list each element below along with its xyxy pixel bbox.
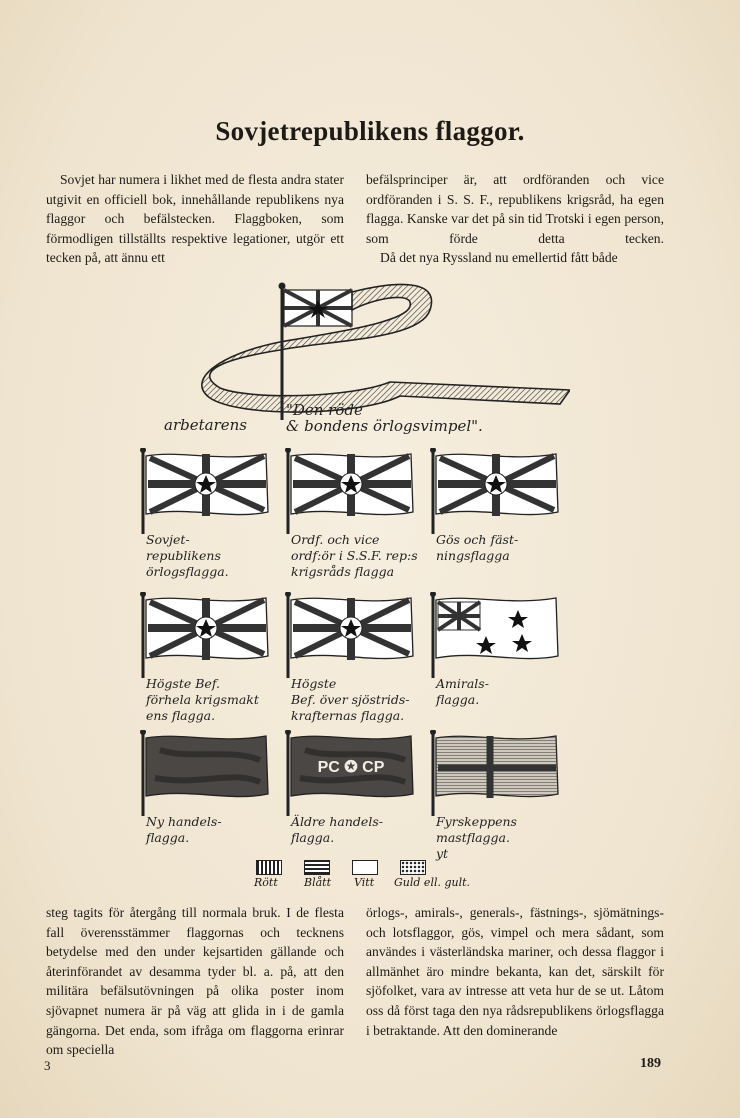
pennant-label-right-1: "Den röde (286, 401, 363, 419)
page-number: 189 (640, 1056, 661, 1071)
flag-caption-line: flagga. (436, 692, 480, 707)
flag-illustration (130, 280, 570, 900)
flag-caption-line: Gös och fäst- (436, 532, 519, 547)
text-column-top-left (46, 170, 344, 268)
flag-drawing (140, 448, 272, 534)
legend-swatch-white (352, 860, 378, 875)
legend-label-gold: Guld ell. gult. (394, 876, 471, 889)
flag-caption-line: yt (436, 846, 449, 861)
flag-caption-line: förhela krigsmakt (146, 692, 259, 707)
text-column-top-right (366, 170, 664, 268)
flag-caption-line: ningsflagga (436, 548, 510, 563)
text-column-bottom-right (366, 903, 664, 1040)
flag-caption-line: Fyrskeppens (436, 814, 517, 829)
flag-caption-line: ens flagga. (146, 708, 216, 723)
flag-caption-line: mastflagga. (436, 830, 510, 845)
flag-caption-line: ordf:ör i S.S.F. rep:s (291, 548, 418, 563)
paragraph: örlogs-, amirals-, generals-, fästnings-, sjömätnings- och lotsflaggor, gös, vimpel och mera sådant, som användes i västerländska mariner, och dessa flaggor i allmänhet äro mindre bekanta, kan det, särskilt för sjöfolket, vara av intresse att veta hur de se ut. Låtom oss då först taga den nya rådsrepublikens örlogsflagga i betraktande. Att den dominerande (366, 905, 664, 1038)
flag-caption-line: Bef. över sjöstrids- (291, 692, 410, 707)
paragraph: Sovjet har numera i likhet med de flesta andra stater utgivit en officiell bok, innehållande republikens nya flaggor och befälstecken. Flaggboken, som förmodligen tillställts respektive legationer, utgör ett tecken på, att ännu ett (46, 172, 344, 266)
legend-label-blue: Blått (304, 876, 332, 889)
legend-swatch-gold (400, 860, 426, 875)
legend-swatch-blue (304, 860, 330, 875)
flag-caption-line: republikens (146, 548, 221, 563)
pennant-label-right-2: & bondens örlogsvimpel". (286, 417, 483, 435)
flag-caption-line: örlogsflagga. (146, 564, 229, 579)
paragraph: befälsprinciper är, att ordföranden och vice ordföranden i S. S. F., republikens krigsråd, ha egen flagga. Kanske var det på sin tid Trotski i egen person, som förde detta tecken. (366, 172, 664, 246)
flag-caption-line: Högste Bef. (146, 676, 220, 691)
flag-caption-line: Amirals- (436, 676, 489, 691)
flag-drawing (430, 730, 562, 816)
legend-label-red: Rött (254, 876, 278, 889)
flag-caption-line: krigsråds flagga (291, 564, 395, 579)
flag-caption-line: flagga. (291, 830, 335, 845)
text-column-bottom-left (46, 903, 344, 1060)
paragraph: steg tagits för återgång till normala bruk. I de flesta fall överensstämmer flaggornas och tecknens betydelse med den under kejsartiden gällande och återinförandet av desamma tyder bl. a. på, att den militära befälsutövningen på olika poster inom sjövapnet numera är på väg att glida in i de gamla gängorna. Det enda, som ifråga om flaggorna erinrar om speciella (46, 905, 344, 1058)
page-title: Sovjetrepublikens flaggor. (215, 116, 525, 146)
page-number-left: 3 (44, 1058, 51, 1073)
color-legend (256, 860, 476, 894)
flag-drawing (430, 592, 562, 678)
flag-caption-line: flagga. (146, 830, 190, 845)
flag-caption-line: Äldre handels- (291, 814, 383, 829)
flag-emblem-text: PC ✪ CP (317, 759, 385, 776)
pennant-label-left: arbetarens (164, 416, 247, 434)
flag-drawing (140, 592, 272, 678)
legend-label-white: Vitt (354, 876, 375, 889)
flag-drawing (285, 592, 417, 678)
flag-drawing (285, 730, 417, 816)
legend-swatch-red (256, 860, 282, 875)
flag-drawing (285, 448, 417, 534)
flag-caption-line: Sovjet- (146, 532, 190, 547)
flag-drawing (140, 730, 272, 816)
flag-caption-line: Högste (291, 676, 337, 691)
flag-caption-line: Ny handels- (146, 814, 222, 829)
flag-drawing (430, 448, 562, 534)
flag-caption-line: krafternas flagga. (291, 708, 405, 723)
paragraph: Då det nya Ryssland nu emellertid fått både (380, 250, 618, 266)
flag-caption-line: Ordf. och vice (291, 532, 380, 547)
pennant-drawing (130, 280, 570, 420)
